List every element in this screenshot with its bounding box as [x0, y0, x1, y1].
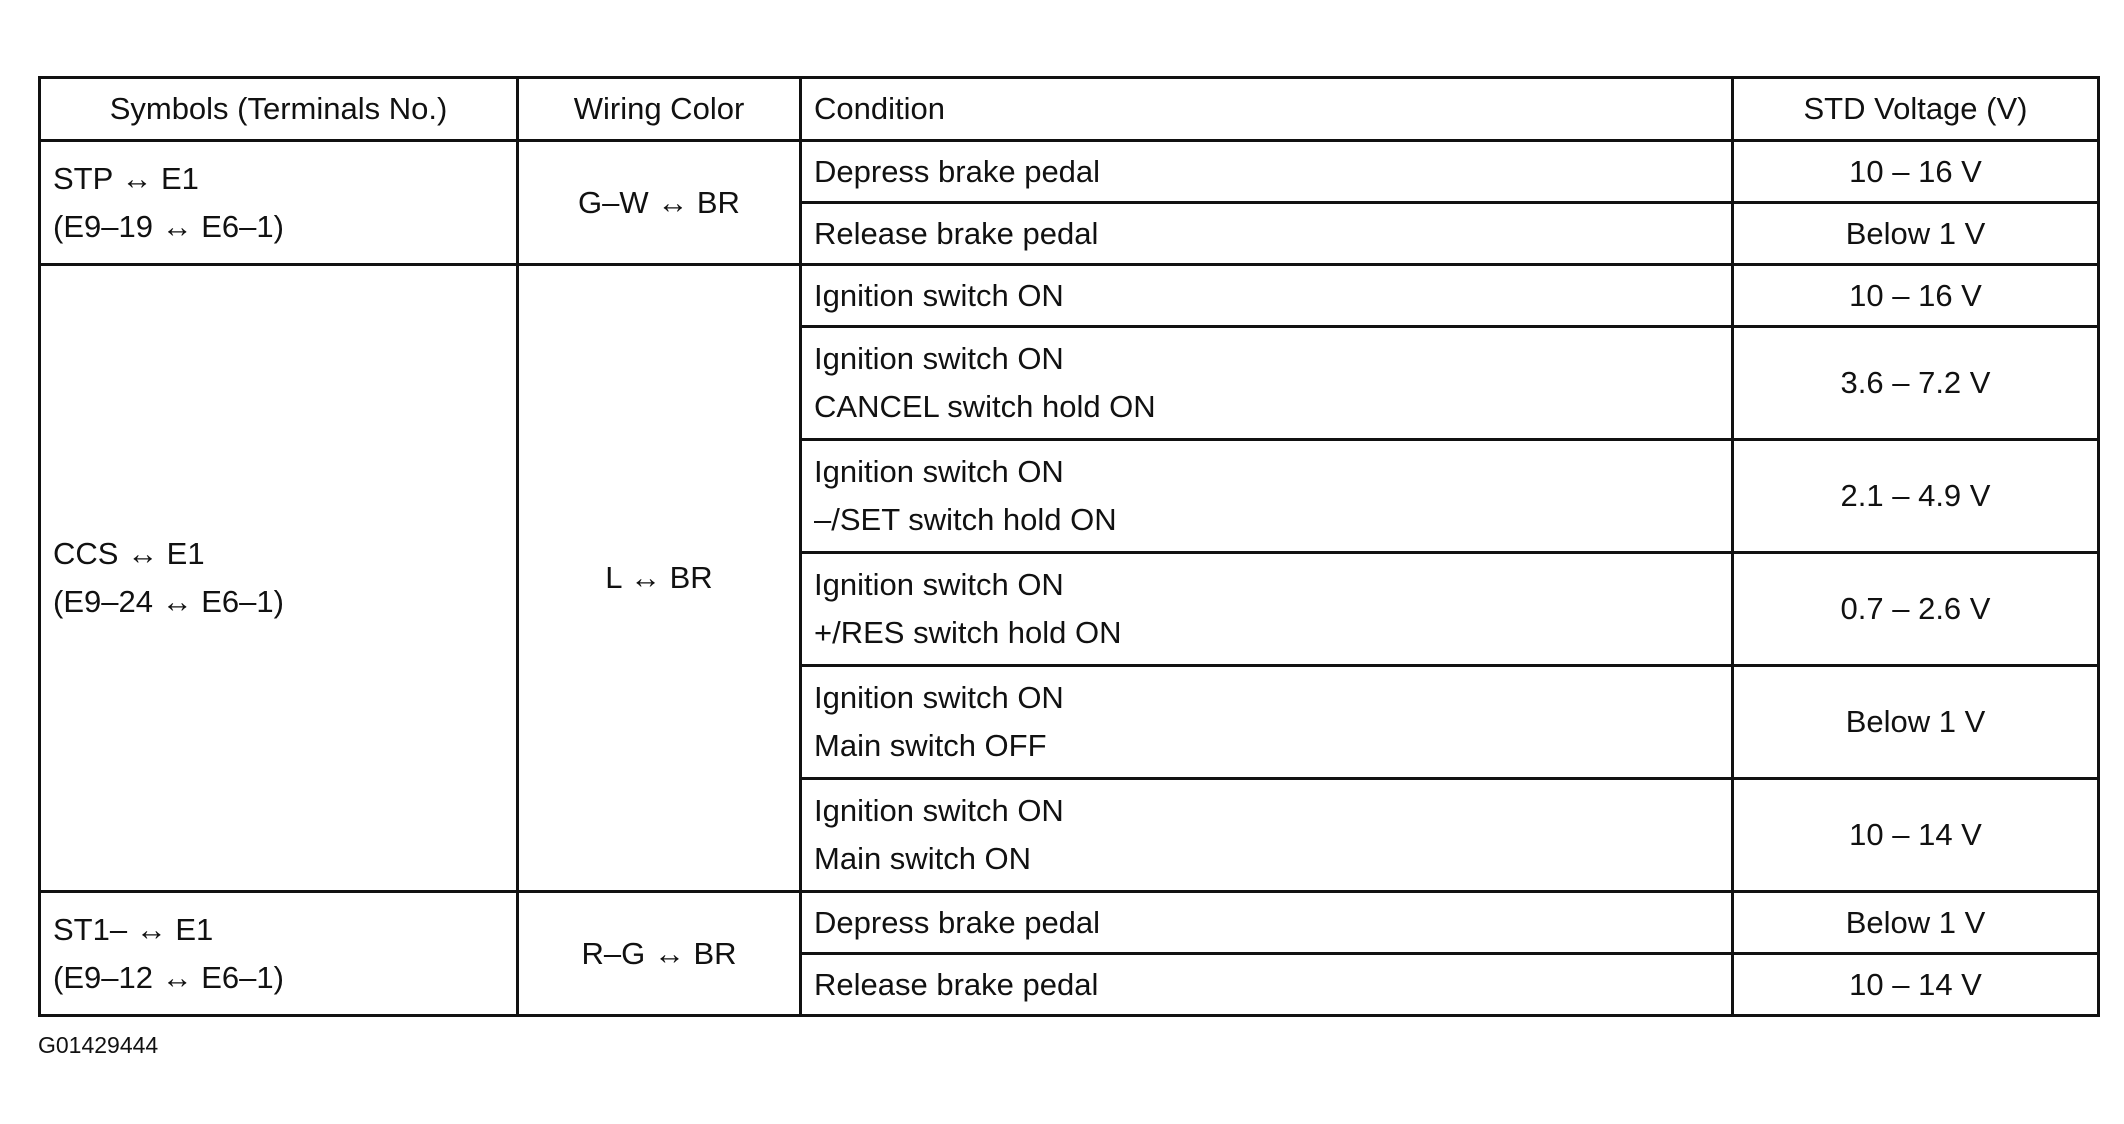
condition-cell [801, 265, 1733, 327]
header-symbols: Symbols (Terminals No.) [40, 78, 518, 141]
condition-cell [801, 779, 1733, 892]
condition-line: Ignition switch ON [814, 793, 1064, 828]
table-row [40, 141, 2099, 203]
condition-cell [801, 203, 1733, 265]
voltage-cell: 2.1 – 4.9 V [1733, 440, 2099, 553]
condition-cell [801, 141, 1733, 203]
voltage-cell: 0.7 – 2.6 V [1733, 553, 2099, 666]
condition-line: –/SET switch hold ON [814, 502, 1117, 537]
condition-line: Main switch OFF [814, 728, 1047, 763]
header-std-voltage: STD Voltage (V) [1733, 78, 2099, 141]
condition-cell [801, 440, 1733, 553]
voltage-cell: 10 – 16 V [1733, 141, 2099, 203]
table-row [40, 892, 2099, 954]
condition-line: Ignition switch ON [814, 341, 1064, 376]
voltage-cell: 10 – 14 V [1733, 954, 2099, 1016]
symbol-terminal-number: (E9–19 ↔ E6–1) [53, 208, 284, 244]
condition-line: Depress brake pedal [814, 153, 1101, 189]
table-header-row [40, 78, 2099, 141]
wiring-color-cell: L ↔ BR [518, 265, 801, 892]
voltage-cell: 10 – 14 V [1733, 779, 2099, 892]
condition-line: Ignition switch ON [814, 277, 1064, 313]
condition-line: CANCEL switch hold ON [814, 389, 1156, 424]
condition-cell [801, 892, 1733, 954]
wiring-color-cell: R–G ↔ BR [518, 892, 801, 1016]
symbol-cell-stp [40, 141, 518, 265]
condition-line: Release brake pedal [814, 215, 1099, 251]
symbol-cell-st1 [40, 892, 518, 1016]
condition-cell [801, 553, 1733, 666]
header-condition: Condition [801, 78, 1733, 141]
voltage-cell: Below 1 V [1733, 892, 2099, 954]
condition-cell [801, 666, 1733, 779]
condition-cell [801, 327, 1733, 440]
condition-line: Main switch ON [814, 841, 1032, 876]
condition-line: Ignition switch ON [814, 454, 1064, 489]
condition-line: Ignition switch ON [814, 680, 1064, 715]
symbol-terminal: ST1– ↔ E1 [53, 911, 214, 947]
terminal-voltage-table [38, 76, 2100, 1017]
table-row [40, 265, 2099, 327]
condition-line: Release brake pedal [814, 966, 1099, 1002]
symbol-terminal-number: (E9–12 ↔ E6–1) [53, 959, 284, 995]
condition-line: +/RES switch hold ON [814, 615, 1122, 650]
condition-line: Ignition switch ON [814, 567, 1064, 602]
header-wiring-color: Wiring Color [518, 78, 801, 141]
voltage-cell: 10 – 16 V [1733, 265, 2099, 327]
symbol-terminal: STP ↔ E1 [53, 160, 199, 196]
condition-line: Depress brake pedal [814, 904, 1101, 940]
symbol-cell-ccs [40, 265, 518, 892]
voltage-cell: 3.6 – 7.2 V [1733, 327, 2099, 440]
voltage-cell: Below 1 V [1733, 666, 2099, 779]
symbol-terminal-number: (E9–24 ↔ E6–1) [53, 584, 284, 619]
condition-cell [801, 954, 1733, 1016]
wiring-color-cell: G–W ↔ BR [518, 141, 801, 265]
figure-id: G01429444 [38, 1032, 159, 1058]
voltage-cell: Below 1 V [1733, 203, 2099, 265]
symbol-terminal: CCS ↔ E1 [53, 536, 205, 571]
